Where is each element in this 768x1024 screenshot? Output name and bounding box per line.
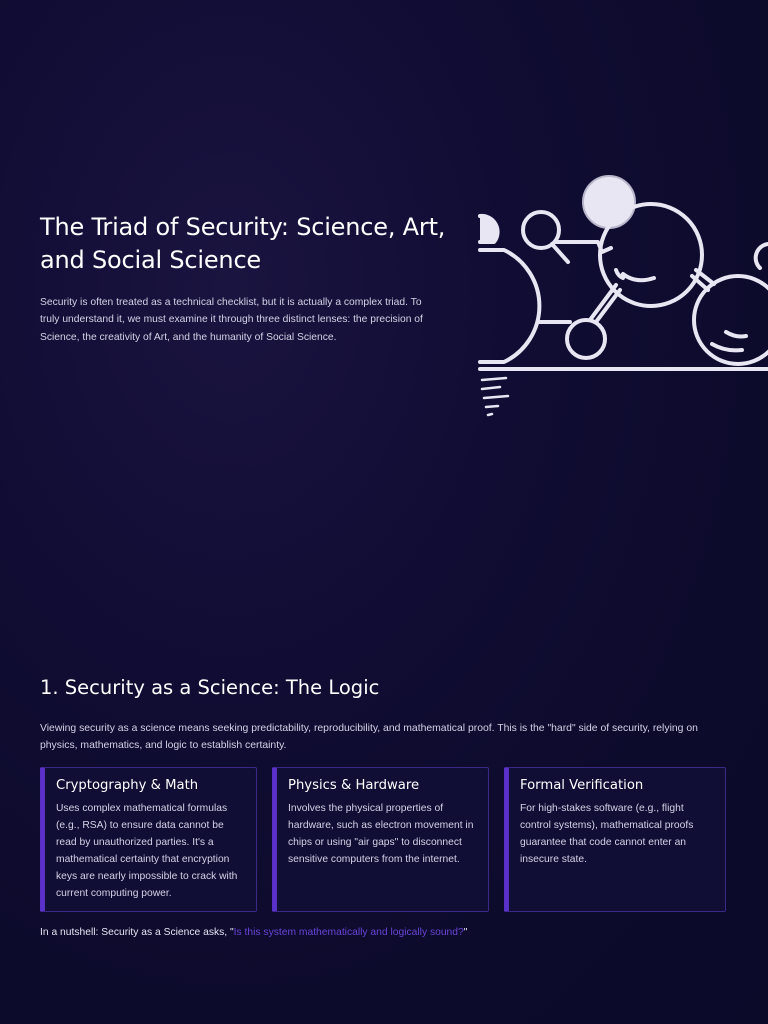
card-title: Formal Verification: [520, 778, 644, 793]
card-formal-verification: [504, 767, 726, 912]
nutshell-question: Is this system mathematically and logically sound?: [233, 927, 464, 938]
section-title: 1. Security as a Science: The Logic: [40, 676, 380, 699]
card-title: Physics & Hardware: [288, 778, 420, 793]
page-title: The Triad of Security: Science, Art, and Social Science: [40, 213, 446, 274]
intro-paragraph: Security is often treated as a technical checklist, but it is actually a complex triad. To truly understand it, we must examine it through three distinct lenses: the precision of Science, the creativity of Art, and the humanity of Social Science.: [40, 297, 423, 343]
card-body: Involves the physical properties of hardware, such as electron movement in chips or using "air gaps" to disconnect sensitive computers from the internet.: [288, 803, 474, 866]
card-body: Uses complex mathematical formulas (e.g., RSA) to ensure data cannot be read by unauthorized parties. It's a mathematical certainty that encryption keys are nearly impossible to crack with current computing power.: [56, 803, 238, 900]
card-physics: [272, 767, 489, 912]
nutshell-prefix: In a nutshell: Security as a Science asks, ": [40, 927, 234, 938]
molecule-illustration: [478, 172, 768, 422]
card-body: For high-stakes software (e.g., flight control systems), mathematical proofs guarantee that code cannot enter an insecure state.: [520, 803, 694, 866]
nutshell-summary: [40, 924, 467, 941]
nutshell-suffix: ": [463, 927, 468, 938]
card-title: Cryptography & Math: [56, 778, 199, 793]
section-intro: Viewing security as a science means seeking predictability, reproducibility, and mathematical proof. This is the "hard" side of security, relying on physics, mathematics, and logic to establish certainty.: [40, 723, 698, 752]
card-cryptography: [40, 767, 257, 912]
